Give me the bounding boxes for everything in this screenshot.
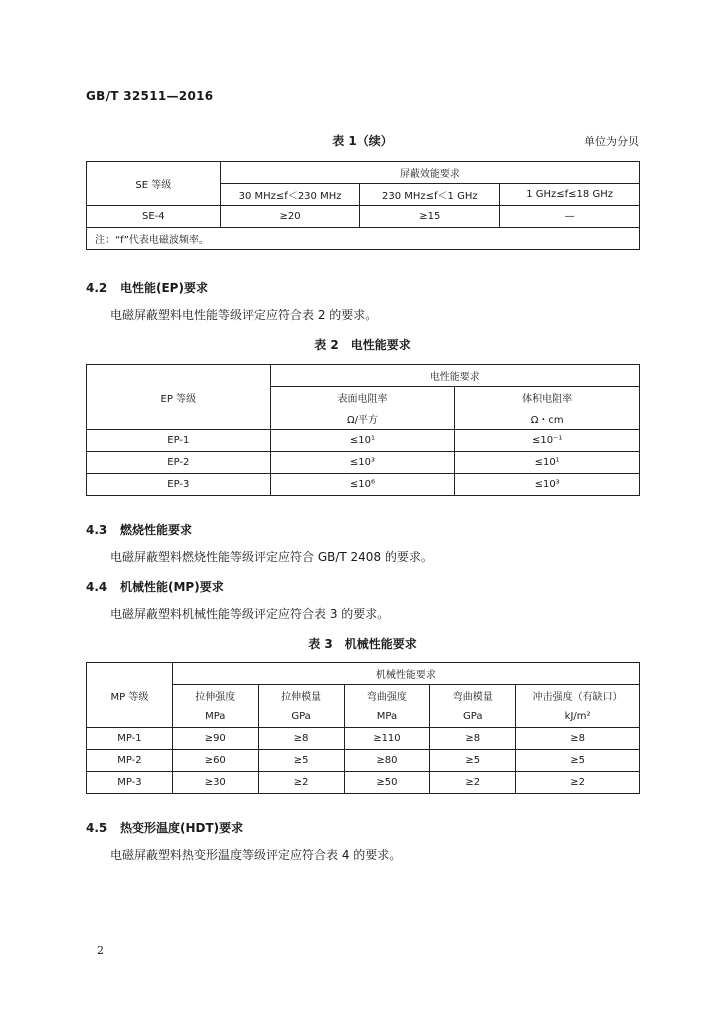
- section-heading-4-4: [86, 578, 224, 595]
- table3-col-unit: GPa: [258, 706, 344, 728]
- table2-col-unit: Ω・cm: [455, 408, 640, 430]
- table1-unit: 单位为分贝: [584, 135, 639, 148]
- table-cell: ≤10¹: [270, 430, 455, 452]
- table-cell: ≥80: [344, 750, 430, 772]
- section-heading-4-2: [86, 279, 208, 296]
- section-number: 4.3: [86, 523, 108, 537]
- table-cell: ≥5: [516, 750, 640, 772]
- table-cell: ≥110: [344, 728, 430, 750]
- table-cell: ≥60: [172, 750, 258, 772]
- table-cell: MP-2: [87, 750, 173, 772]
- table-cell: EP-3: [87, 474, 271, 496]
- table-row: [87, 772, 640, 794]
- table2: [86, 364, 640, 496]
- table1-note: 注：“f”代表电磁波频率。: [87, 228, 640, 250]
- table-row: [87, 750, 640, 772]
- table-cell: ≥8: [430, 728, 516, 750]
- table1-caption: 表 1（续）: [332, 134, 393, 148]
- table-row: [87, 206, 640, 228]
- table-cell: MP-1: [87, 728, 173, 750]
- section-number: 4.2: [86, 281, 108, 295]
- section-4-4-paragraph: 电磁屏蔽塑料机械性能等级评定应符合表 3 的要求。: [110, 607, 390, 621]
- page-number: 2: [97, 944, 104, 957]
- table-cell: ≥5: [430, 750, 516, 772]
- table1-col-header: 1 GHz≤f≤18 GHz: [500, 184, 640, 206]
- section-4-3-paragraph: 电磁屏蔽塑料燃烧性能等级评定应符合 GB/T 2408 的要求。: [110, 550, 433, 564]
- table2-col-name: 表面电阻率: [270, 387, 455, 409]
- document-header: GB/T 32511—2016: [86, 89, 214, 103]
- section-number: 4.4: [86, 580, 108, 594]
- table-cell: EP-1: [87, 430, 271, 452]
- table2-col-unit: Ω/平方: [270, 408, 455, 430]
- table-cell: EP-2: [87, 452, 271, 474]
- table-cell: ≤10⁻¹: [455, 430, 640, 452]
- section-heading-4-3: [86, 521, 192, 538]
- table1-level-header: SE 等级: [87, 162, 221, 206]
- table-cell: ≥50: [344, 772, 430, 794]
- table-cell: ≥90: [172, 728, 258, 750]
- table1-group-header: 屏蔽效能要求: [220, 162, 639, 184]
- table3-col-name: 拉伸强度: [172, 685, 258, 707]
- table3-col-name: 冲击强度（有缺口）: [516, 685, 640, 707]
- table-cell: ≥30: [172, 772, 258, 794]
- table-cell: ≤10³: [270, 452, 455, 474]
- table3-col-name: 拉伸模量: [258, 685, 344, 707]
- table-row: [87, 474, 640, 496]
- table-cell: —: [500, 206, 640, 228]
- table-cell: ≥8: [258, 728, 344, 750]
- table-row: [87, 728, 640, 750]
- section-title: 燃烧性能要求: [120, 523, 193, 537]
- table-cell: ≥20: [220, 206, 360, 228]
- section-title: 机械性能(MP)要求: [120, 580, 224, 594]
- table3-col-unit: MPa: [172, 706, 258, 728]
- table-cell: SE-4: [87, 206, 221, 228]
- table-cell: ≤10⁶: [270, 474, 455, 496]
- table-cell: ≤10¹: [455, 452, 640, 474]
- table1-col-header: 230 MHz≤f＜1 GHz: [360, 184, 500, 206]
- table1: [86, 161, 640, 250]
- table3-group-header: 机械性能要求: [172, 663, 639, 685]
- table3: [86, 662, 640, 794]
- table3-col-name: 弯曲强度: [344, 685, 430, 707]
- table2-caption: 表 2 电性能要求: [314, 338, 411, 352]
- section-title: 电性能(EP)要求: [120, 281, 208, 295]
- table3-caption: 表 3 机械性能要求: [308, 637, 417, 651]
- table-cell: ≥2: [430, 772, 516, 794]
- table3-col-name: 弯曲模量: [430, 685, 516, 707]
- section-heading-4-5: [86, 819, 243, 836]
- table-row: [87, 430, 640, 452]
- table-cell: MP-3: [87, 772, 173, 794]
- table-cell: ≥15: [360, 206, 500, 228]
- table-cell: ≤10³: [455, 474, 640, 496]
- section-4-2-paragraph: 电磁屏蔽塑料电性能等级评定应符合表 2 的要求。: [110, 308, 378, 322]
- table2-col-name: 体积电阻率: [455, 387, 640, 409]
- table3-level-header: MP 等级: [87, 663, 173, 728]
- table-cell: ≥2: [516, 772, 640, 794]
- table2-level-header: EP 等级: [87, 365, 271, 430]
- table3-col-unit: kJ/m²: [516, 706, 640, 728]
- table-cell: ≥2: [258, 772, 344, 794]
- table-row: [87, 452, 640, 474]
- section-4-5-paragraph: 电磁屏蔽塑料热变形温度等级评定应符合表 4 的要求。: [110, 848, 402, 862]
- section-number: 4.5: [86, 821, 108, 835]
- table-cell: ≥5: [258, 750, 344, 772]
- table1-col-header: 30 MHz≤f＜230 MHz: [220, 184, 360, 206]
- section-title: 热变形温度(HDT)要求: [120, 821, 244, 835]
- table3-col-unit: MPa: [344, 706, 430, 728]
- table-cell: ≥8: [516, 728, 640, 750]
- table3-col-unit: GPa: [430, 706, 516, 728]
- table2-group-header: 电性能要求: [270, 365, 639, 387]
